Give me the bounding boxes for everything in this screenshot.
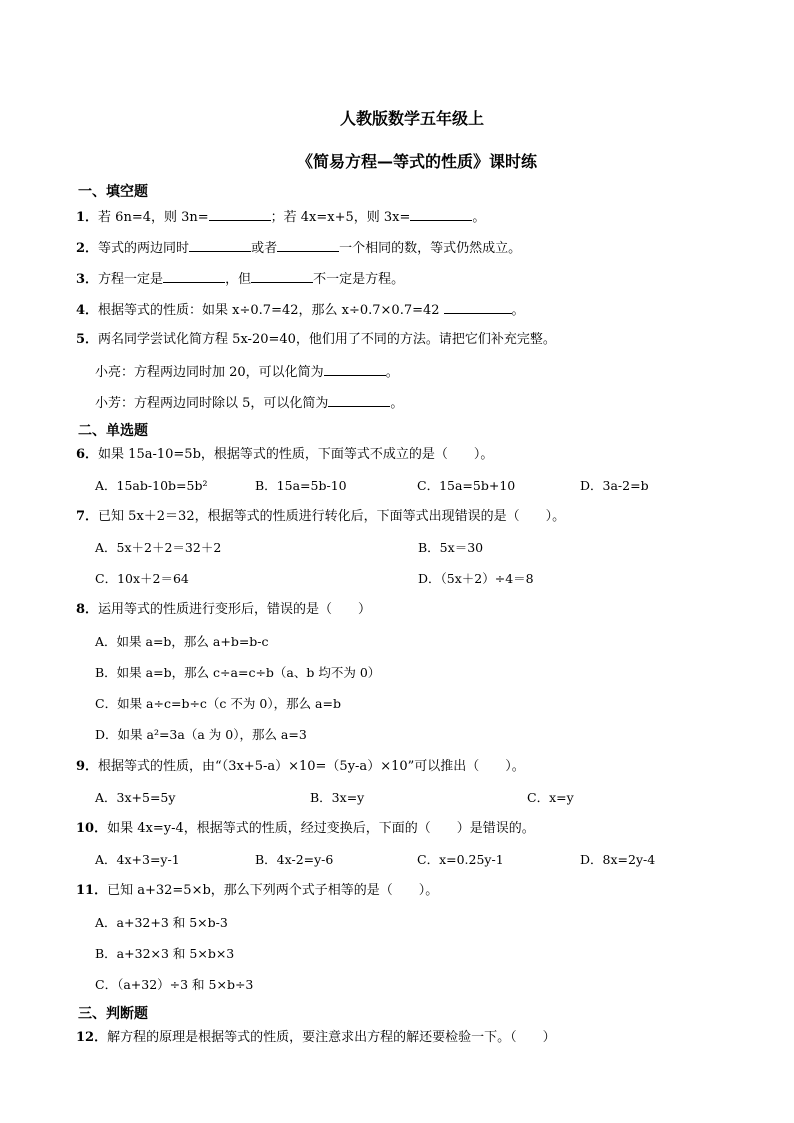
question-number: 12． (76, 1030, 108, 1045)
question-12 (76, 1029, 556, 1047)
question-text: 如果 15a-10=5b，根据等式的性质，下面等式不成立的是（ ）。 (98, 447, 494, 462)
section-heading-single-choice: 二、单选题 (78, 423, 148, 439)
answer-blank[interactable] (328, 393, 390, 407)
question-text: 已知 5x＋2＝32，根据等式的性质进行转化后，下面等式出现错误的是（ ）。 (98, 509, 566, 524)
question-number: 8． (76, 602, 99, 617)
option-b[interactable]: B．3x=y (310, 790, 365, 805)
answer-blank[interactable] (209, 207, 271, 221)
answer-blank[interactable] (163, 269, 225, 283)
question-text: 不一定是方程。 (313, 272, 405, 287)
option-d[interactable]: D．（5x＋2）÷4＝8 (418, 571, 534, 586)
option-b[interactable]: B．如果 a=b，那么 c÷a=c÷b（a、b 均不为 0） (95, 665, 381, 680)
question-text: 运用等式的性质进行变形后，错误的是（ ） (98, 602, 372, 617)
page-title: 人教版数学五年级上 (339, 109, 484, 128)
question-2 (76, 238, 521, 258)
question-text: 等式的两边同时 (98, 241, 190, 256)
question-number: 5． (76, 332, 99, 347)
option-c[interactable]: C．如果 a÷c=b÷c（c 不为 0），那么 a=b (95, 696, 341, 711)
question-text: 根据等式的性质，由“（3x+5-a）×10=（5y-a）×10”可以推出（ ）。 (98, 759, 525, 774)
option-c[interactable]: C．（a+32）÷3 和 5×b÷3 (95, 977, 254, 992)
answer-blank[interactable] (324, 362, 386, 376)
question-text: ，但 (225, 272, 252, 287)
question-1 (76, 207, 485, 227)
option-a[interactable]: A．15ab-10b=5b² (95, 478, 208, 493)
question-text: 小芳：方程两边同时除以 5，可以化简为 (95, 396, 329, 411)
question-text: 。 (390, 396, 404, 411)
question-number: 11． (76, 883, 108, 898)
question-number: 3． (76, 272, 99, 287)
answer-blank[interactable] (189, 238, 251, 252)
question-text: 方程一定是 (98, 272, 164, 287)
answer-blank[interactable] (277, 238, 339, 252)
question-text: 根据等式的性质：如果 x÷0.7=42，那么 x÷0.7×0.7=42 (98, 303, 440, 318)
question-number: 4． (76, 303, 99, 318)
option-b[interactable]: B．5x＝30 (418, 540, 484, 555)
option-a[interactable]: A．5x＋2＋2＝32＋2 (95, 540, 222, 555)
question-9 (76, 758, 525, 776)
answer-blank[interactable] (251, 269, 313, 283)
question-text: 解方程的原理是根据等式的性质，要注意求出方程的解还要检验一下。（ ） (107, 1030, 556, 1045)
question-text: 已知 a+32=5×b，那么下列两个式子相等的是（ ）。 (107, 883, 439, 898)
question-text: 或者 (251, 241, 278, 256)
question-number: 6． (76, 447, 99, 462)
question-10 (76, 820, 535, 838)
question-number: 1． (76, 210, 99, 225)
option-c[interactable]: C．x=0.25y-1 (417, 852, 504, 867)
question-text: 。 (511, 303, 525, 318)
question-number: 9． (76, 759, 99, 774)
section-heading-fill-blank: 一、填空题 (78, 184, 148, 200)
option-a[interactable]: A．a+32+3 和 5×b-3 (95, 915, 228, 930)
question-text: 两名同学尝试化简方程 5x-20=40，他们用了不同的方法。请把它们补充完整。 (98, 332, 556, 347)
option-c[interactable]: C．x=y (527, 790, 574, 805)
option-d[interactable]: D．3a-2=b (580, 478, 649, 493)
question-text: 小亮：方程两边同时加 20，可以化简为 (95, 365, 324, 380)
section-heading-true-false: 三、判断题 (78, 1006, 148, 1022)
question-text: 如果 4x=y-4，根据等式的性质，经过变换后，下面的（ ）是错误的。 (107, 821, 535, 836)
option-b[interactable]: B．4x-2=y-6 (255, 852, 334, 867)
option-c[interactable]: C．15a=5b+10 (417, 478, 516, 493)
question-number: 10． (76, 821, 108, 836)
option-b[interactable]: B．15a=5b-10 (255, 478, 347, 493)
question-4 (76, 300, 525, 320)
option-a[interactable]: A．4x+3=y-1 (95, 852, 180, 867)
option-c[interactable]: C．10x＋2＝64 (95, 571, 189, 586)
question-7 (76, 508, 565, 526)
question-3 (76, 269, 404, 289)
question-number: 2． (76, 241, 99, 256)
option-a[interactable]: A．如果 a=b，那么 a+b=b-c (95, 634, 269, 649)
question-6 (76, 446, 493, 464)
question-text: 。 (385, 365, 399, 380)
answer-blank[interactable] (444, 300, 512, 314)
option-b[interactable]: B．a+32×3 和 5×b×3 (95, 946, 235, 961)
question-11 (76, 882, 438, 900)
option-a[interactable]: A．3x+5=5y (95, 790, 176, 805)
answer-blank[interactable] (410, 207, 472, 221)
question-5 (76, 331, 556, 349)
option-d[interactable]: D．8x=2y-4 (580, 852, 656, 867)
question-text: ；若 4x=x+5，则 3x= (270, 210, 411, 225)
question-number: 7． (76, 509, 99, 524)
question-8 (76, 601, 371, 619)
question-5-xiaoliang (95, 362, 399, 382)
option-d[interactable]: D．如果 a²=3a（a 为 0），那么 a=3 (95, 727, 307, 742)
page-subtitle: 《简易方程—等式的性质》课时练 (296, 152, 537, 171)
question-5-xiaofang (95, 393, 403, 413)
question-text: 一个相同的数，等式仍然成立。 (339, 241, 522, 256)
question-text: 若 6n=4，则 3n= (98, 210, 209, 225)
question-text: 。 (472, 210, 486, 225)
